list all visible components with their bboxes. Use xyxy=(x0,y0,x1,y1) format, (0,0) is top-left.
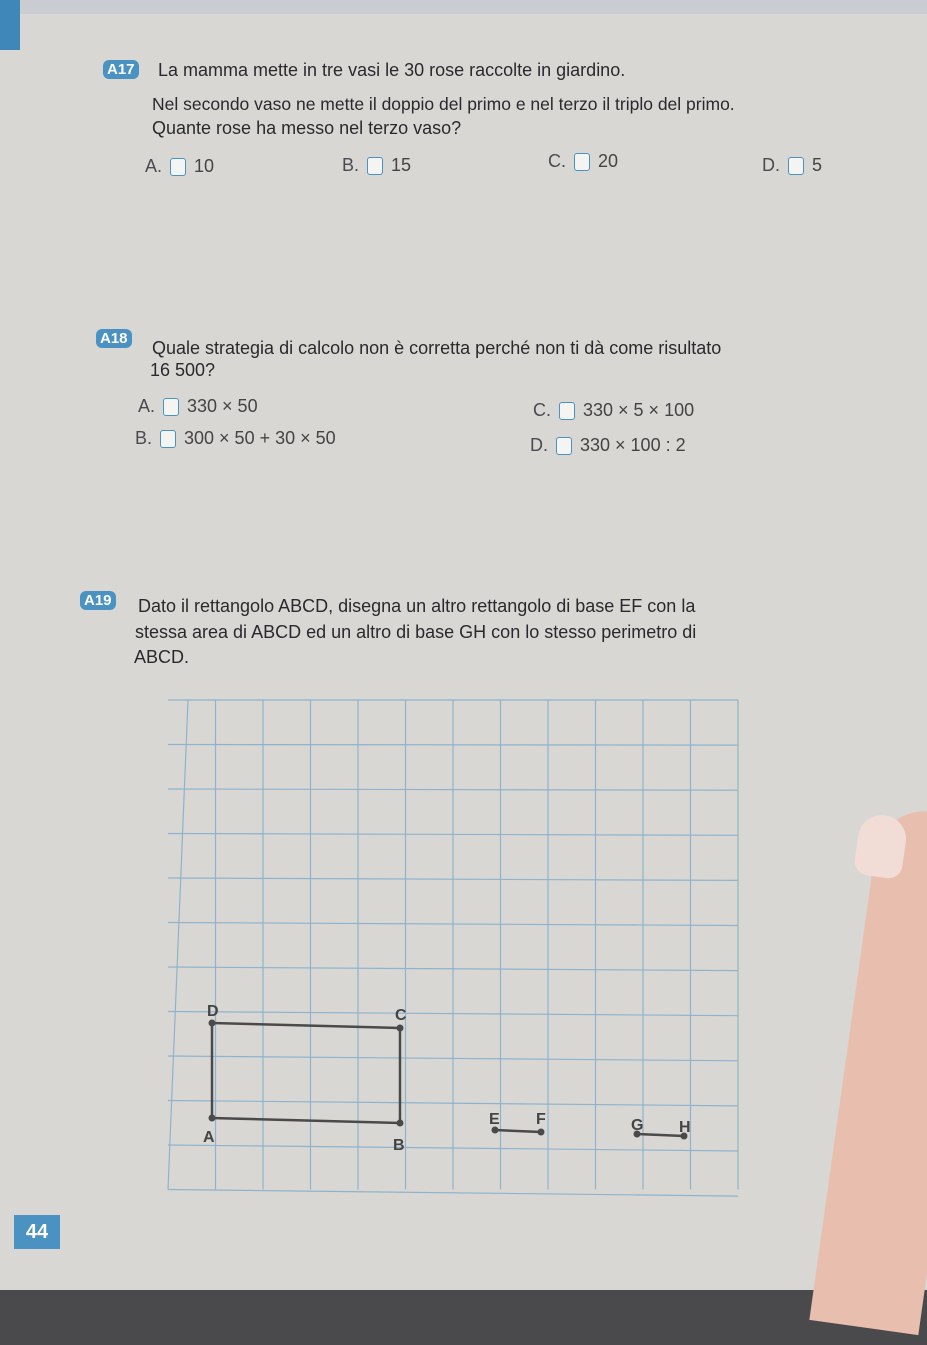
checkbox[interactable] xyxy=(559,402,575,420)
label-f: F xyxy=(536,1111,546,1128)
option-letter: A. xyxy=(145,156,163,176)
point-f xyxy=(538,1129,545,1136)
a18-option-c[interactable] xyxy=(533,400,694,421)
segment-ef xyxy=(495,1130,541,1132)
blue-margin-tab xyxy=(0,0,20,50)
finger xyxy=(809,805,927,1335)
checkbox[interactable] xyxy=(367,157,383,175)
option-letter: C. xyxy=(548,151,566,171)
point-b xyxy=(397,1120,404,1127)
point-d xyxy=(209,1020,216,1027)
point-a xyxy=(209,1115,216,1122)
option-value: 330 × 100 : 2 xyxy=(580,435,686,455)
option-value: 15 xyxy=(391,155,412,175)
checkbox[interactable] xyxy=(163,398,179,416)
question-badge-a17: A17 xyxy=(103,60,139,79)
a17-line-1: La mamma mette in tre vasi le 30 rose raccolte in giardino. xyxy=(158,60,626,80)
a18-line-1: Quale strategia di calcolo non è corretta perché non ti dà come risultato xyxy=(152,338,722,358)
option-value: 330 × 5 × 100 xyxy=(583,400,695,420)
option-value: 10 xyxy=(194,156,215,176)
question-badge-a19: A19 xyxy=(80,591,116,610)
checkbox[interactable] xyxy=(556,437,572,455)
a17-option-c[interactable] xyxy=(548,151,618,172)
grid-line-horizontal xyxy=(168,789,738,790)
a17-option-d[interactable] xyxy=(762,155,822,176)
a19-line-3: ABCD. xyxy=(134,647,190,667)
grid-line-horizontal xyxy=(168,1190,738,1197)
option-letter: D. xyxy=(530,435,548,455)
option-value: 300 × 50 + 30 × 50 xyxy=(184,428,336,448)
checkbox[interactable] xyxy=(160,430,176,448)
option-value: 5 xyxy=(812,155,823,175)
option-letter: B. xyxy=(135,428,153,448)
a18-option-b[interactable] xyxy=(135,428,336,449)
page-number: 44 xyxy=(14,1215,60,1249)
label-a: A xyxy=(203,1129,215,1146)
rectangle-abcd xyxy=(212,1023,400,1123)
label-g: G xyxy=(631,1117,644,1134)
table-surface xyxy=(0,1290,927,1345)
a17-line-3: Quante rose ha messo nel terzo vaso? xyxy=(152,118,462,138)
a19-line-2: stessa area di ABCD ed un altro di base GH con lo stesso perimetro di xyxy=(135,622,697,642)
label-c: C xyxy=(395,1007,407,1024)
point-c xyxy=(397,1025,404,1032)
option-value: 330 × 50 xyxy=(187,396,258,416)
option-letter: C. xyxy=(533,400,551,420)
option-value: 20 xyxy=(598,151,619,171)
a18-option-a[interactable] xyxy=(138,396,258,417)
question-badge-a18: A18 xyxy=(96,329,132,348)
a17-option-a[interactable] xyxy=(145,156,214,177)
option-letter: A. xyxy=(138,396,156,416)
a17-line-2: Nel secondo vaso ne mette il doppio del primo e nel terzo il triplo del primo. xyxy=(152,94,735,114)
square-grid[interactable] xyxy=(160,698,760,1208)
checkbox[interactable] xyxy=(788,157,804,175)
option-letter: D. xyxy=(762,155,780,175)
label-d: D xyxy=(207,1003,219,1020)
a18-line-2: 16 500? xyxy=(150,360,216,380)
checkbox[interactable] xyxy=(170,158,186,176)
a19-line-1: Dato il rettangolo ABCD, disegna un altro rettangolo di base EF con la xyxy=(138,596,696,616)
a18-option-d[interactable] xyxy=(530,435,686,456)
checkbox[interactable] xyxy=(574,153,590,171)
segment-gh xyxy=(637,1134,684,1136)
label-b: B xyxy=(393,1137,405,1154)
page-top-edge xyxy=(0,0,927,14)
label-h: H xyxy=(679,1119,691,1136)
grid-line-horizontal xyxy=(168,745,738,746)
option-letter: B. xyxy=(342,155,360,175)
label-e: E xyxy=(489,1111,500,1128)
a17-option-b[interactable] xyxy=(342,155,411,176)
grid-line-vertical xyxy=(168,700,188,1190)
